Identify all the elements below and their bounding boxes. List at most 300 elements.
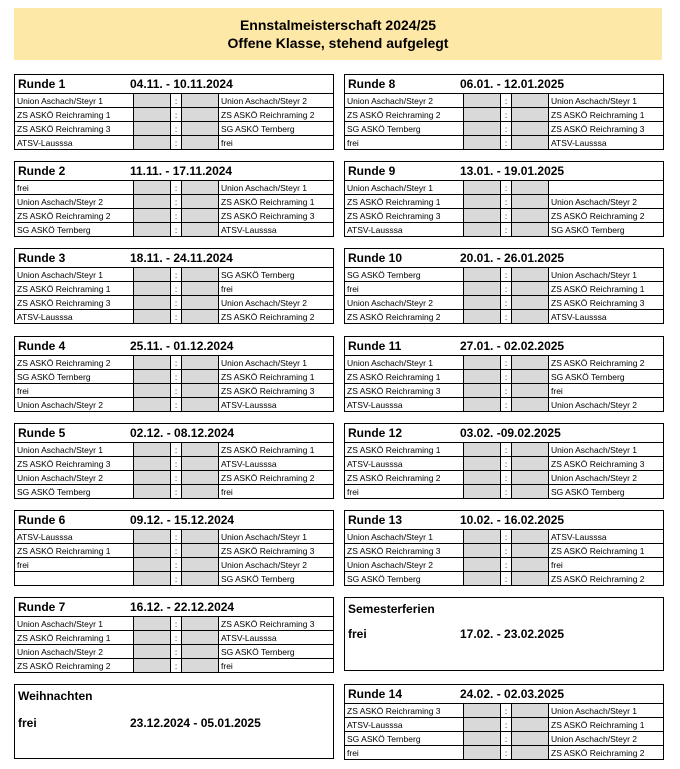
home-score (464, 181, 501, 195)
away-score (512, 181, 549, 195)
away-team: Union Aschach/Steyr 1 (219, 530, 334, 544)
home-team: ATSV-Lausssa (347, 399, 403, 410)
away-score (182, 310, 219, 324)
away-score (512, 746, 549, 760)
away-team: ZS ASKÖ Reichraming 1 (549, 108, 664, 122)
home-team: Union Aschach/Steyr 1 (15, 617, 134, 631)
match-table (15, 94, 333, 149)
match-row (345, 732, 663, 746)
away-score (512, 268, 549, 282)
away-team: ATSV-Lausssa (221, 399, 277, 410)
home-score (134, 310, 171, 324)
away-score (182, 209, 219, 223)
match-row (15, 384, 333, 398)
home-score (134, 659, 171, 673)
away-team: frei (549, 384, 664, 398)
match-row (345, 485, 663, 499)
match-row (345, 384, 663, 398)
away-team: ZS ASKÖ Reichraming 3 (219, 617, 334, 631)
round-block (344, 248, 664, 324)
match-row (15, 268, 333, 282)
away-score (512, 108, 549, 122)
home-team: ZS ASKÖ Reichraming 3 (345, 384, 464, 398)
round-date: 18.11. - 24.11.2024 (130, 251, 233, 265)
weihnachten-range: 23.12.2024 - 05.01.2025 (130, 716, 261, 730)
away-score (182, 471, 219, 485)
away-team: Union Aschach/Steyr 1 (549, 704, 664, 718)
away-score (182, 223, 219, 237)
home-team: Union Aschach/Steyr 1 (15, 94, 134, 108)
match-row (15, 558, 333, 572)
score-separator: : (501, 122, 512, 136)
home-team: ZS ASKÖ Reichraming 2 (15, 209, 134, 223)
match-row (345, 530, 663, 544)
match-row (345, 310, 663, 324)
away-team: ZS ASKÖ Reichraming 3 (219, 544, 334, 558)
match-row (345, 443, 663, 457)
score-separator: : (501, 384, 512, 398)
home-score (134, 268, 171, 282)
page-title: Ennstalmeisterschaft 2024/25 (239, 17, 437, 33)
home-score (464, 268, 501, 282)
score-separator: : (501, 181, 512, 195)
away-team: SG ASKÖ Ternberg (221, 573, 295, 584)
away-team: SG ASKÖ Ternberg (219, 268, 334, 282)
away-score (182, 296, 219, 310)
score-separator: : (501, 209, 512, 223)
home-score (464, 558, 501, 572)
round-date: 03.02. -09.02.2025 (460, 426, 561, 440)
round-block (14, 597, 334, 673)
away-team: ZS ASKÖ Reichraming 2 (551, 747, 645, 758)
away-score (182, 356, 219, 370)
away-score (182, 94, 219, 108)
match-row (15, 370, 333, 384)
score-separator: : (171, 282, 182, 296)
home-team: SG ASKÖ Ternberg (345, 732, 464, 746)
home-score (464, 746, 501, 760)
semesterferien-range: 17.02. - 23.02.2025 (460, 627, 565, 641)
away-score (182, 384, 219, 398)
round-date: 10.02. - 16.02.2025 (460, 513, 565, 527)
home-score (464, 122, 501, 136)
score-separator: : (501, 718, 512, 732)
score-separator: : (501, 223, 512, 237)
away-score (512, 732, 549, 746)
away-team: frei (221, 660, 233, 671)
home-team: SG ASKÖ Ternberg (17, 486, 91, 497)
round-block (14, 161, 334, 237)
match-table (15, 617, 333, 672)
round-header (345, 685, 663, 704)
away-team: SG ASKÖ Ternberg (219, 645, 334, 659)
away-team: Union Aschach/Steyr 1 (549, 443, 664, 457)
semesterferien-label: frei (348, 627, 367, 641)
home-score (464, 704, 501, 718)
home-team: ZS ASKÖ Reichraming 2 (17, 660, 111, 671)
home-score (464, 398, 501, 412)
away-score (182, 136, 219, 150)
score-separator: : (171, 296, 182, 310)
away-team: Union Aschach/Steyr 1 (219, 356, 334, 370)
away-team: ZS ASKÖ Reichraming 1 (219, 195, 334, 209)
home-score (464, 572, 501, 586)
away-team: Union Aschach/Steyr 2 (219, 296, 334, 310)
match-row (15, 457, 333, 471)
score-separator: : (171, 94, 182, 108)
home-score (134, 209, 171, 223)
away-score (512, 223, 549, 237)
away-score (512, 718, 549, 732)
match-row (15, 136, 333, 150)
home-team: ATSV-Lausssa (345, 457, 464, 471)
match-table (345, 181, 663, 236)
match-row (345, 356, 663, 370)
away-team: Union Aschach/Steyr 1 (219, 181, 334, 195)
away-score (512, 398, 549, 412)
home-team: SG ASKÖ Ternberg (17, 224, 91, 235)
away-team: ZS ASKÖ Reichraming 3 (549, 457, 664, 471)
home-team: frei (15, 384, 134, 398)
round-date: 16.12. - 22.12.2024 (130, 600, 235, 614)
home-team: ZS ASKÖ Reichraming 2 (345, 108, 464, 122)
home-score (134, 572, 171, 586)
away-score (182, 530, 219, 544)
home-score (464, 108, 501, 122)
score-separator: : (171, 572, 182, 586)
match-row (15, 443, 333, 457)
score-separator: : (501, 443, 512, 457)
round-block (14, 510, 334, 586)
match-row (15, 572, 333, 586)
away-team: ZS ASKÖ Reichraming 2 (549, 209, 664, 223)
home-team: Union Aschach/Steyr 1 (345, 356, 464, 370)
home-team: frei (15, 558, 134, 572)
away-score (512, 370, 549, 384)
home-team: Union Aschach/Steyr 1 (345, 181, 464, 195)
away-score (512, 443, 549, 457)
home-score (464, 485, 501, 499)
page-header (14, 8, 662, 60)
score-separator: : (171, 195, 182, 209)
away-score (182, 398, 219, 412)
semesterferien-box (344, 597, 664, 671)
match-row (15, 310, 333, 324)
match-row (345, 471, 663, 485)
away-team: Union Aschach/Steyr 1 (549, 268, 664, 282)
away-score (512, 485, 549, 499)
score-separator: : (501, 268, 512, 282)
home-score (464, 209, 501, 223)
home-team: ZS ASKÖ Reichraming 1 (15, 282, 134, 296)
round-block (344, 510, 664, 586)
score-separator: : (171, 544, 182, 558)
home-score (134, 558, 171, 572)
home-score (134, 384, 171, 398)
away-score (182, 645, 219, 659)
score-separator: : (171, 398, 182, 412)
score-separator: : (171, 659, 182, 673)
away-team: ZS ASKÖ Reichraming 3 (219, 209, 334, 223)
score-separator: : (171, 645, 182, 659)
away-team: ZS ASKÖ Reichraming 3 (549, 122, 664, 136)
away-score (182, 181, 219, 195)
home-team: ZS ASKÖ Reichraming 2 (345, 471, 464, 485)
round-name: Runde 9 (348, 164, 396, 178)
round-date: 24.02. - 02.03.2025 (460, 687, 565, 701)
away-score (182, 195, 219, 209)
away-score (182, 282, 219, 296)
home-score (134, 645, 171, 659)
round-name: Runde 12 (348, 426, 403, 440)
score-separator: : (501, 471, 512, 485)
home-team: frei (15, 181, 134, 195)
round-name: Runde 6 (18, 513, 66, 527)
home-score (134, 356, 171, 370)
home-score (134, 443, 171, 457)
away-team: frei (549, 558, 664, 572)
away-team: Union Aschach/Steyr 2 (219, 94, 334, 108)
match-row (345, 223, 663, 237)
home-team (15, 572, 134, 586)
round-header (15, 511, 333, 530)
round-name: Runde 4 (18, 339, 66, 353)
round-date: 09.12. - 15.12.2024 (130, 513, 235, 527)
match-row (15, 94, 333, 108)
home-team: Union Aschach/Steyr 2 (17, 399, 103, 410)
home-score (134, 457, 171, 471)
home-team: Union Aschach/Steyr 2 (15, 195, 134, 209)
home-team: Union Aschach/Steyr 2 (15, 471, 134, 485)
round-date: 06.01. - 12.01.2025 (460, 77, 565, 91)
round-name: Runde 13 (348, 513, 403, 527)
round-date: 25.11. - 01.12.2024 (130, 339, 234, 353)
away-score (182, 370, 219, 384)
away-team: ZS ASKÖ Reichraming 2 (219, 471, 334, 485)
away-score (512, 530, 549, 544)
home-team: ZS ASKÖ Reichraming 1 (15, 631, 134, 645)
away-team: ZS ASKÖ Reichraming 1 (549, 544, 664, 558)
round-header (345, 511, 663, 530)
score-separator: : (171, 558, 182, 572)
away-score (512, 704, 549, 718)
round-name: Runde 1 (18, 77, 66, 91)
score-separator: : (501, 544, 512, 558)
match-table (345, 443, 663, 498)
match-row (15, 181, 333, 195)
home-score (134, 122, 171, 136)
away-team: ATSV-Lausssa (551, 137, 607, 148)
score-separator: : (501, 136, 512, 150)
score-separator: : (171, 209, 182, 223)
score-separator: : (501, 558, 512, 572)
home-score (464, 136, 501, 150)
home-team: Union Aschach/Steyr 2 (345, 558, 464, 572)
home-score (134, 94, 171, 108)
score-separator: : (171, 443, 182, 457)
match-row (345, 282, 663, 296)
away-score (182, 617, 219, 631)
match-row (345, 704, 663, 718)
round-date: 13.01. - 19.01.2025 (460, 164, 565, 178)
away-score (182, 631, 219, 645)
weihnachten-title: Weihnachten (18, 689, 93, 703)
home-team: ZS ASKÖ Reichraming 3 (15, 122, 134, 136)
match-row (15, 209, 333, 223)
home-score (134, 195, 171, 209)
away-team: frei (221, 137, 233, 148)
score-separator: : (501, 485, 512, 499)
round-header (345, 424, 663, 443)
home-score (134, 108, 171, 122)
match-row (15, 617, 333, 631)
score-separator: : (171, 268, 182, 282)
home-score (464, 384, 501, 398)
match-row (15, 195, 333, 209)
round-header (345, 337, 663, 356)
weihnachten-label: frei (18, 716, 37, 730)
home-team: Union Aschach/Steyr 2 (15, 645, 134, 659)
home-score (134, 471, 171, 485)
home-score (464, 443, 501, 457)
home-team: ATSV-Lausssa (17, 311, 73, 322)
match-row (15, 282, 333, 296)
round-header (345, 249, 663, 268)
match-row (345, 398, 663, 412)
match-table (345, 356, 663, 411)
away-score (182, 572, 219, 586)
away-team: ATSV-Lausssa (219, 457, 334, 471)
score-separator: : (171, 530, 182, 544)
score-separator: : (501, 356, 512, 370)
away-team: Union Aschach/Steyr 2 (219, 558, 334, 572)
away-team: ZS ASKÖ Reichraming 2 (551, 573, 645, 584)
home-team: Union Aschach/Steyr 1 (15, 443, 134, 457)
home-score (464, 223, 501, 237)
match-row (15, 631, 333, 645)
round-block (344, 336, 664, 412)
score-separator: : (171, 310, 182, 324)
home-team: ATSV-Lausssa (345, 718, 464, 732)
home-team: ZS ASKÖ Reichraming 2 (15, 356, 134, 370)
home-score (464, 457, 501, 471)
home-team: ZS ASKÖ Reichraming 1 (345, 443, 464, 457)
score-separator: : (171, 384, 182, 398)
away-score (512, 558, 549, 572)
away-score (512, 471, 549, 485)
away-score (512, 310, 549, 324)
match-row (345, 746, 663, 760)
score-separator: : (171, 181, 182, 195)
away-team: ZS ASKÖ Reichraming 1 (219, 370, 334, 384)
match-table (15, 443, 333, 498)
match-row (15, 223, 333, 237)
away-team: ATSV-Lausssa (549, 530, 664, 544)
score-separator: : (171, 122, 182, 136)
home-score (464, 195, 501, 209)
away-team: ZS ASKÖ Reichraming 2 (219, 108, 334, 122)
match-row (345, 94, 663, 108)
away-score (512, 94, 549, 108)
score-separator: : (171, 370, 182, 384)
round-block (14, 423, 334, 499)
match-row (345, 195, 663, 209)
match-table (15, 530, 333, 585)
away-score (182, 558, 219, 572)
away-team: ZS ASKÖ Reichraming 3 (219, 384, 334, 398)
away-score (512, 282, 549, 296)
away-score (512, 209, 549, 223)
home-score (134, 530, 171, 544)
away-team: ZS ASKÖ Reichraming 2 (549, 356, 664, 370)
away-score (512, 572, 549, 586)
score-separator: : (171, 223, 182, 237)
score-separator: : (171, 457, 182, 471)
home-score (464, 356, 501, 370)
round-block (14, 248, 334, 324)
away-score (182, 544, 219, 558)
away-score (182, 659, 219, 673)
home-team: frei (345, 282, 464, 296)
match-row (15, 485, 333, 499)
home-team: Union Aschach/Steyr 1 (345, 530, 464, 544)
round-date: 11.11. - 17.11.2024 (130, 164, 233, 178)
match-table (345, 268, 663, 323)
score-separator: : (501, 704, 512, 718)
away-team: ZS ASKÖ Reichraming 2 (221, 311, 315, 322)
round-name: Runde 5 (18, 426, 66, 440)
match-row (345, 558, 663, 572)
away-team: ZS ASKÖ Reichraming 1 (549, 282, 664, 296)
score-separator: : (501, 370, 512, 384)
round-header (15, 249, 333, 268)
away-team: frei (221, 486, 233, 497)
home-team: Union Aschach/Steyr 1 (15, 268, 134, 282)
away-team: Union Aschach/Steyr 2 (549, 195, 664, 209)
home-score (134, 181, 171, 195)
score-separator: : (171, 108, 182, 122)
home-score (134, 296, 171, 310)
match-row (345, 136, 663, 150)
score-separator: : (171, 631, 182, 645)
match-row (15, 296, 333, 310)
round-name: Runde 10 (348, 251, 403, 265)
round-header (15, 424, 333, 443)
round-header (15, 162, 333, 181)
page-subtitle: Offene Klasse, stehend aufgelegt (227, 35, 449, 51)
round-name: Runde 8 (348, 77, 396, 91)
match-table (345, 94, 663, 149)
home-score (134, 370, 171, 384)
home-score (134, 631, 171, 645)
away-team: ATSV-Lausssa (219, 631, 334, 645)
home-score (464, 718, 501, 732)
home-team: ZS ASKÖ Reichraming 1 (15, 544, 134, 558)
home-score (134, 282, 171, 296)
away-score (512, 296, 549, 310)
match-row (345, 209, 663, 223)
score-separator: : (501, 398, 512, 412)
away-team: Union Aschach/Steyr 1 (549, 94, 664, 108)
away-team: ZS ASKÖ Reichraming 1 (219, 443, 334, 457)
home-score (134, 136, 171, 150)
away-score (512, 356, 549, 370)
score-separator: : (501, 732, 512, 746)
round-name: Runde 2 (18, 164, 66, 178)
score-separator: : (501, 530, 512, 544)
home-team: SG ASKÖ Ternberg (347, 573, 421, 584)
home-score (464, 282, 501, 296)
